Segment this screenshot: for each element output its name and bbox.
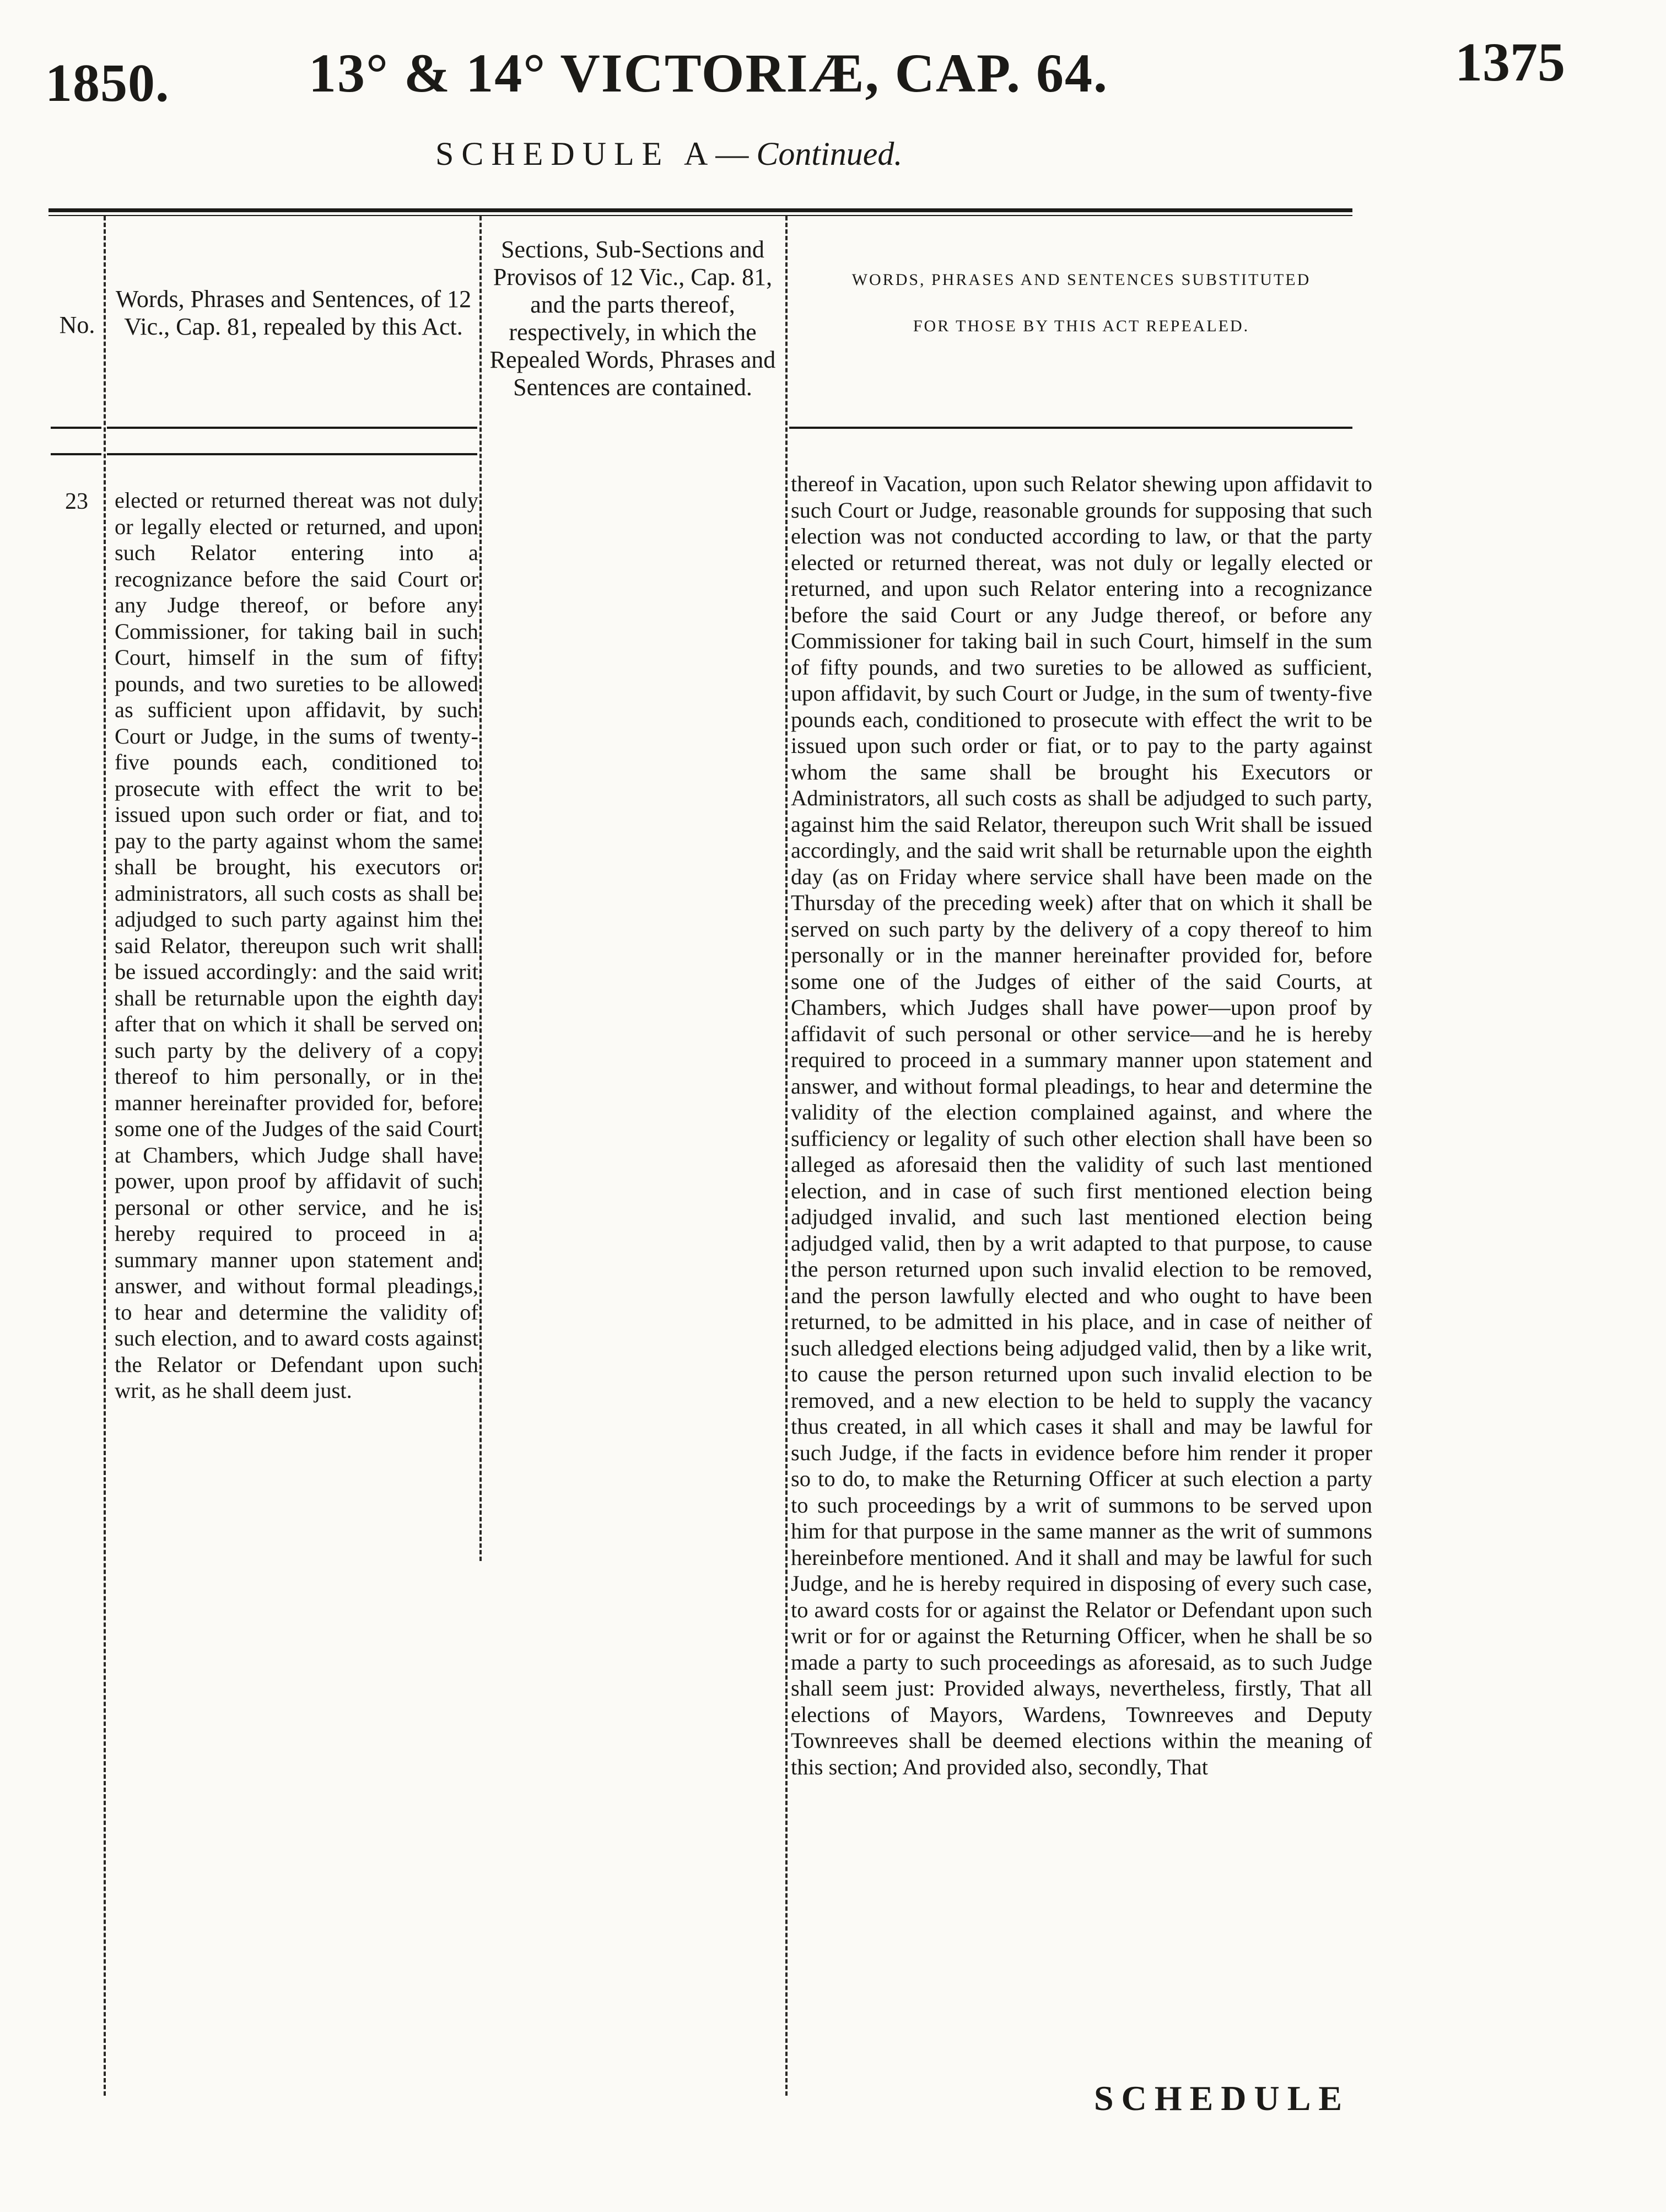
column-header-no: No. [59,311,95,338]
header-rule-no [51,427,101,429]
catchword: SCHEDULE [1094,2079,1350,2118]
schedule-title [435,135,902,173]
schedule-title-continued: Continued. [756,136,903,172]
column-divider-1 [104,216,106,2096]
header-rule-substituted [789,427,1352,429]
repealed-text: elected or returned thereat was not duly or legally elected or returned, and upon such Relator entering into a recognizance before the said Court or any Judge thereof, or before any Commissioner, for taking bail in such Court, himself in the sum of fifty pounds, and two sureties to be allowed as sufficient upon affidavit, by such Court or Judge, in the sums of twenty-five pounds each, conditioned to prosecute with effect the writ to be issued upon such order or fiat, and to pay to the party against whom the same shall be brought, his executors or administrators, all such costs as shall be adjudged to such party against him the said Relator, thereupon such writ shall be issued accordingly: and the said writ shall be returnable upon the eighth day after that on which it shall be served on such party by the delivery of a copy thereof to him personally, or in the manner hereinafter provided for, before some one of the Judges of the said Court at Chambers, which Judge shall have power, upon proof by affidavit of such personal or other service, and he is hereby required to proceed in a summary manner upon statement and answer, and without formal pleadings, to hear and determine the validity of such election, and to award costs against the Relator or Defendant upon such writ, as he shall deem just. [115,488,478,1403]
top-rule-thick [48,208,1352,212]
header-rule-repealed [107,427,477,429]
header-title: 13° & 14° VICTORIÆ, CAP. 64. [309,42,1108,104]
top-rule-thin [48,215,1352,216]
column-header-substituted-line1: WORDS, PHRASES AND SENTENCES SUBSTITUTED [851,271,1311,289]
header-year: 1850. [45,53,170,113]
column-divider-2 [479,216,482,1561]
column-header-substituted [789,269,1373,337]
schedule-title-main: SCHEDULE A— [435,136,757,172]
column-divider-3 [785,216,788,2096]
row-number: 23 [65,489,88,514]
column-header-substituted-line2: FOR THOSE BY THIS ACT REPEALED. [913,317,1250,335]
header-rule-no-lower [51,453,101,455]
substituted-text: thereof in Vacation, upon such Relator shewing upon affidavit to such Court or Judge, reasonable grounds for supposing that such election was not conducted according to law, or that the party elected or returned thereat, was not duly or legally elected or returned, and upon such Relator entering into a recognizance before the said Court or any Judge thereof, or before any Commissioner for taking bail in such Court, himself in the sum of fifty pounds, and two sureties to be allowed as sufficient, upon affidavit, by such Court or Judge, in the sum of twenty-five pounds each, conditioned to prosecute with effect the writ to be issued upon such order or fiat, or to pay to the party against whom the same shall be brought his Executors or Administrators, all such costs as shall be adjudged to such party, against him the said Relator, thereupon such Writ shall be issued accordingly, and the said writ shall be returnable upon the eighth day (as on Friday where service shall have been made on the Thursday of the preceding week) after that on which it shall be served on such party by the delivery of a copy thereof to him personally or in the manner hereinafter provided for, before some one of the Judges of either of the said Courts, at Chambers, which Judges shall have power—upon proof by affidavit of such personal or other service—and he is hereby required to proceed in a summary manner upon statement and answer, and without formal pleadings, to hear and determine the validity of the election complained against, and where the sufficiency or legality of such other election shall have been so alleged as aforesaid then the validity of such last mentioned election, and in case of such first mentioned election being adjudged invalid, and such last mentioned election being adjudged valid, then by a writ adapted to that purpose, to cause the person returned upon such invalid election to be removed, and the person lawfully elected and who ought to have been returned, to be admitted in his place, and in case of neither of such alledged elections being adjudged valid, then by a like writ, to cause the person returned upon such invalid election to be removed, and a new election to be held to supply the vacancy thus created, in all which cases it shall and may be lawful for such Judge, if the facts in evidence before him render it proper so to do, to make the Returning Officer at such election a party to such proceedings by a writ of summons to be served upon him for that purpose in the same manner as the writ of summons hereinbefore mentioned. And it shall and may be lawful for such Judge, and he is hereby required in disposing of every such case, to award costs for or against the Relator or Defendant upon such writ or for or against the Returning Officer, when he shall be so made a party to such proceedings as aforesaid, as to such Judge shall seem just: Provided always, nevertheless, firstly, That all elections of Mayors, Wardens, Townreeves and Deputy Townreeves shall be deemed elections within the meaning of this section; And provided also, secondly, That [791,471,1372,1779]
column-header-repealed-words: Words, Phrases and Sentences, of 12 Vic., Cap. 81, repealed by this Act. [115,286,472,340]
header-rule-repealed-lower [107,453,477,455]
page-number: 1375 [1455,31,1565,93]
column-header-sections: Sections, Sub-Sections and Provisos of 12 Vic., Cap. 81, and the parts thereof, respectively, in which the Repealed Words, Phrases and Sentences are contained. [489,236,776,401]
